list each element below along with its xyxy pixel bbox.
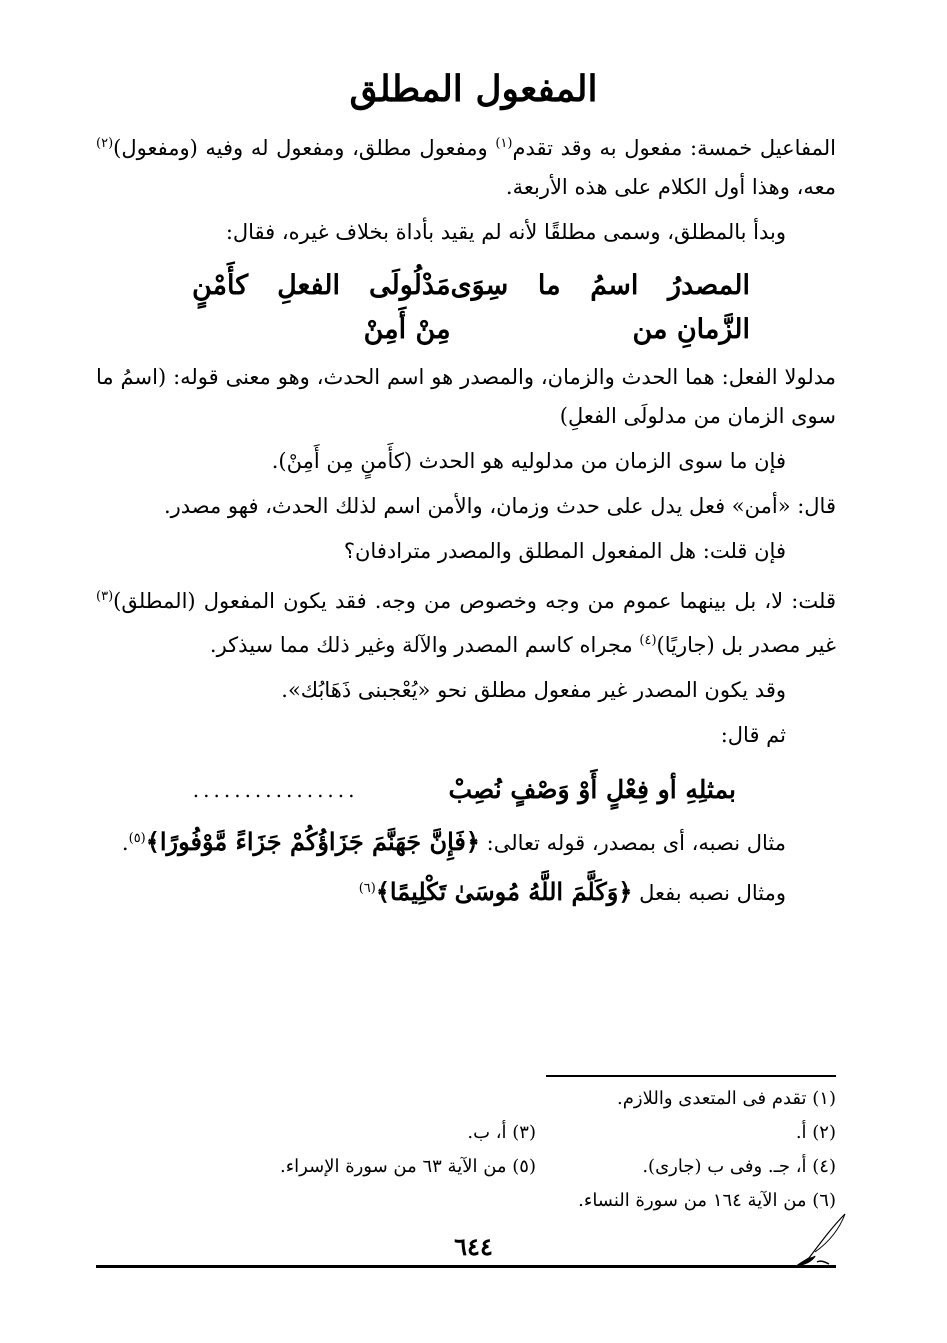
footnote-ref-5: (٥) xyxy=(128,831,146,846)
page-title: المفعول المطلق xyxy=(349,68,598,110)
footnote-ref-6: (٦) xyxy=(358,881,376,896)
text: معه، وهذا أول الكلام على هذه الأربعة. xyxy=(505,175,836,199)
footnote-2: (٢) أ. xyxy=(795,1122,836,1143)
footnote-row xyxy=(230,1150,836,1184)
paragraph-8: وقد يكون المصدر غير مفعول مطلق نحو «يُعْجبنى ذَهَابُك». xyxy=(281,678,786,702)
text: ومفعول مطلق، ومفعول له وفيه (ومفعول) xyxy=(113,136,496,160)
text: مثال نصبه، أى بمصدر، قوله تعالى: xyxy=(479,831,786,855)
footnote-5: (٥) من الآية ٦٣ من سورة الإسراء. xyxy=(280,1156,536,1177)
text: غير مصدر بل (جاريًا) xyxy=(656,633,836,657)
verse-1 xyxy=(96,258,836,358)
verse-2 xyxy=(96,761,836,819)
footnote-ref-1: (١) xyxy=(495,136,513,151)
footnote-ref-2: (٢) xyxy=(96,136,114,151)
verse-1-second-half: مَدْلُولَى الفعلِ كأَمْنٍ مِنْ أَمِنْ xyxy=(192,270,451,345)
paragraph-10 xyxy=(96,819,836,863)
paragraph-1 xyxy=(96,124,836,207)
footnote-4: (٤) أ، جـ. وفى ب (جارى). xyxy=(642,1156,836,1177)
verse-2-text: بمثلِهِ أو فِعْلٍ أَوْ وَصْفٍ نُصِبْ xyxy=(448,775,736,804)
paragraph-5: قال: «أمن» فعل يدل على حدث وزمان، والأمن اسم لذلك الحدث، فهو مصدر. xyxy=(163,494,836,518)
footnote-ref-4: (٤) xyxy=(639,633,657,648)
paragraph-3: مدلولا الفعل: هما الحدث والزمان، والمصدر هو اسم الحدث، وهو معنى قوله: (اسمُ ما سوى الزمان من مدلولَى الفعلِ) xyxy=(96,365,836,428)
footnote-1: (١) تقدم فى المتعدى واللازم. xyxy=(617,1088,836,1109)
text: . xyxy=(121,831,129,855)
footnote-ref-3: (٣) xyxy=(96,589,114,604)
footnote-row xyxy=(230,1116,836,1150)
paragraph-6: فإن قلت: هل المفعول المطلق والمصدر مترادفان؟ xyxy=(343,539,786,563)
main-text xyxy=(96,124,836,919)
footnote-divider xyxy=(546,1075,836,1077)
paragraph-2: وبدأ بالمطلق، وسمى مطلقًا لأنه لم يقيد بأداة بخلاف غيره، فقال: xyxy=(225,220,786,244)
text: قلت: لا، بل بينهما عموم من وجه وخصوص من وجه. فقد يكون المفعول (المطلق) xyxy=(113,589,836,613)
paragraph-11 xyxy=(96,869,836,913)
text: ومثال نصبه بفعل xyxy=(632,881,786,905)
footnote-3: (٣) أ، ب. xyxy=(467,1122,536,1143)
verse-2-dots: ................ xyxy=(192,778,359,802)
quill-pen-icon xyxy=(795,1212,847,1268)
footnote-row xyxy=(230,1184,836,1218)
footnotes xyxy=(230,1082,836,1218)
quran-verse-2: ﴿وَكَلَّمَ اللَّهُ مُوسَىٰ تَكْلِيمًا﴾ xyxy=(375,877,633,906)
paragraph-4: فإن ما سوى الزمان من مدلوليه هو الحدث (كأَمنٍ مِن أَمِنْ). xyxy=(271,449,786,473)
bottom-rule xyxy=(96,1265,836,1268)
paragraph-9: ثم قال: xyxy=(720,723,786,747)
text: مجراه كاسم المصدر والآلة وغير ذلك مما سيذكر. xyxy=(209,633,640,657)
paragraph-7 xyxy=(96,577,836,665)
verse-1-first-half: المصدرُ اسمُ ما سِوَى الزَّمانِ من xyxy=(450,270,750,345)
quran-verse-1: ﴿فَإِنَّ جَهَنَّمَ جَزَاؤُكُمْ جَزَاءً مَّوْفُورًا﴾ xyxy=(145,827,480,856)
footnote-6: (٦) من الآية ١٦٤ من سورة النساء. xyxy=(578,1190,836,1211)
footnote-row xyxy=(230,1082,836,1116)
page-number: ٦٤٤ xyxy=(454,1232,493,1261)
text: المفاعيل خمسة: مفعول به وقد تقدم xyxy=(512,136,837,160)
